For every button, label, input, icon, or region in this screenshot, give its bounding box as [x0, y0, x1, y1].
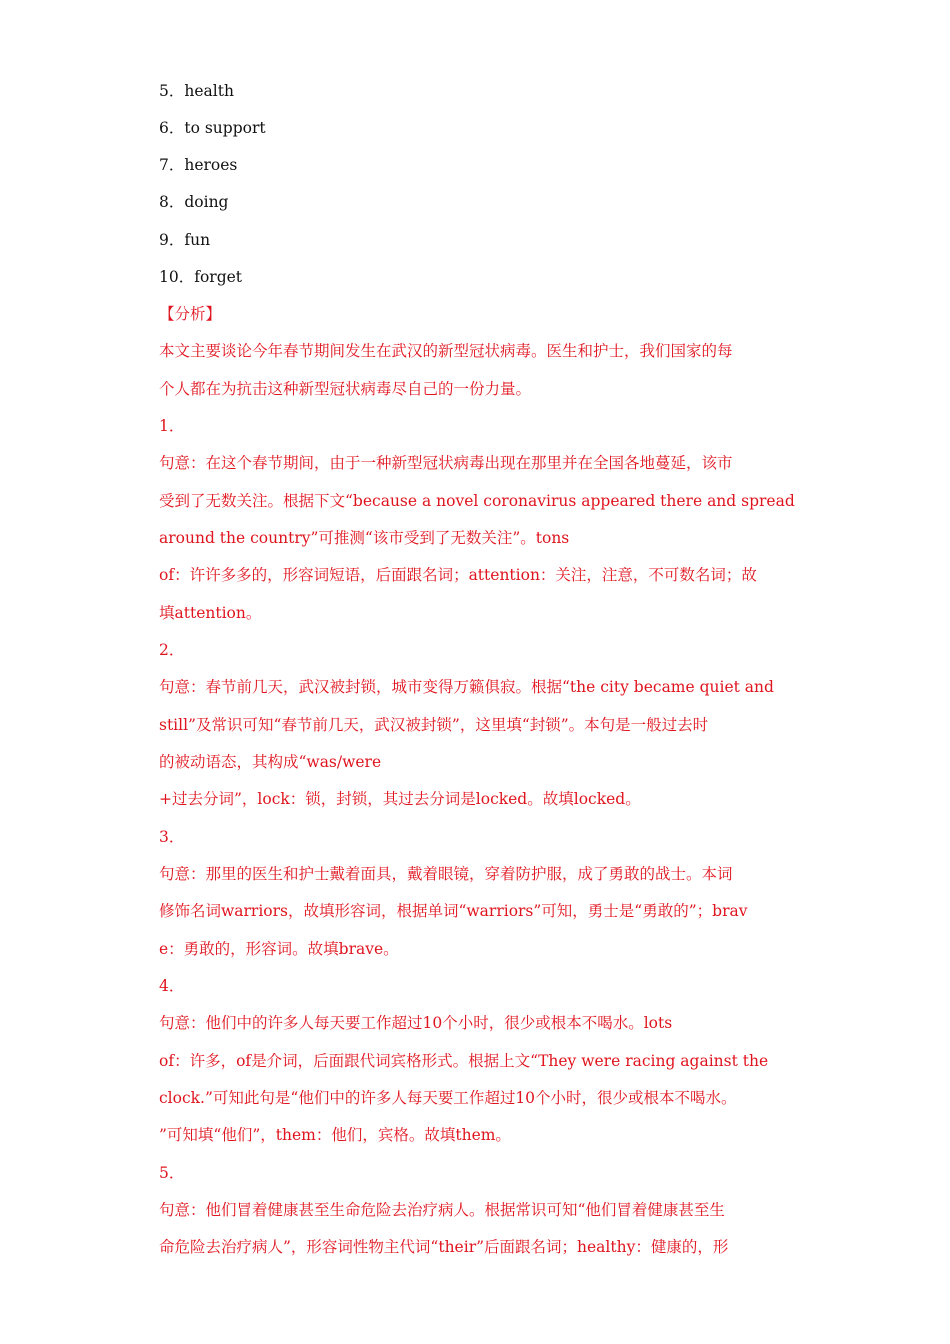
analysis-heading: 【分析】	[159, 305, 222, 323]
answer-6: 6．to support	[159, 119, 266, 137]
answer-9: 9．fun	[159, 231, 211, 249]
answer-7: 7．heroes	[159, 156, 238, 174]
analysis-line: 命危险去治疗病人”，形容词性物主代词“their”后面跟名词；healthy：健康的，形	[159, 1238, 729, 1256]
analysis-line: ”可知填“他们”，them：他们，宾格。故填them。	[159, 1126, 511, 1144]
analysis-line: 的被动语态，其构成“was/were	[159, 753, 382, 771]
analysis-line: 本文主要谈论今年春节期间发生在武汉的新型冠状病毒。医生和护士，我们国家的每	[159, 342, 733, 360]
analysis-line: 填attention。	[159, 604, 262, 622]
analysis-line: around the country”可推测“该市受到了无数关注”。tons	[159, 529, 570, 547]
answer-5: 5．health	[159, 82, 234, 100]
analysis-line: e：勇敢的，形容词。故填brave。	[159, 940, 399, 958]
analysis-line: of：许多，of是介词，后面跟代词宾格形式。根据上文“They were racing against the	[159, 1052, 769, 1070]
answer-8: 8．doing	[159, 193, 229, 211]
analysis-line: 句意：他们中的许多人每天要工作超过10个小时，很少或根本不喝水。lots	[159, 1014, 673, 1032]
analysis-line: 句意：他们冒着健康甚至生命危险去治疗病人。根据常识可知“他们冒着健康甚至生	[159, 1201, 725, 1219]
item-number-4: 4．	[159, 977, 185, 995]
analysis-line: 句意：春节前几天，武汉被封锁，城市变得万籁俱寂。根据“the city became quiet and	[159, 678, 774, 696]
analysis-line: 句意：在这个春节期间，由于一种新型冠状病毒出现在那里并在全国各地蔓延，该市	[159, 454, 733, 472]
analysis-line: clock.”可知此句是“他们中的许多人每天要工作超过10个小时，很少或根本不喝水。	[159, 1089, 737, 1107]
analysis-line: of：许许多多的，形容词短语，后面跟名词；attention：关注，注意，不可数名词；故	[159, 566, 757, 584]
analysis-line: 句意：那里的医生和护士戴着面具，戴着眼镜，穿着防护服，成了勇敢的战士。本词	[159, 865, 733, 883]
analysis-line: still”及常识可知“春节前几天，武汉被封锁”，这里填“封锁”。本句是一般过去时	[159, 716, 709, 734]
analysis-line: 个人都在为抗击这种新型冠状病毒尽自己的一份力量。	[159, 380, 532, 398]
item-number-5: 5．	[159, 1164, 185, 1182]
item-number-3: 3．	[159, 828, 185, 846]
item-number-2: 2．	[159, 641, 185, 659]
analysis-line: 受到了无数关注。根据下文“because a novel coronavirus appeared there and spread	[159, 492, 795, 510]
analysis-line: 修饰名词warriors，故填形容词，根据单词“warriors”可知，勇士是“勇敢的”；brav	[159, 902, 748, 920]
analysis-line: +过去分词”，lock：锁，封锁，其过去分词是locked。故填locked。	[159, 790, 641, 808]
item-number-1: 1．	[159, 417, 185, 435]
answer-10: 10．forget	[159, 268, 243, 286]
